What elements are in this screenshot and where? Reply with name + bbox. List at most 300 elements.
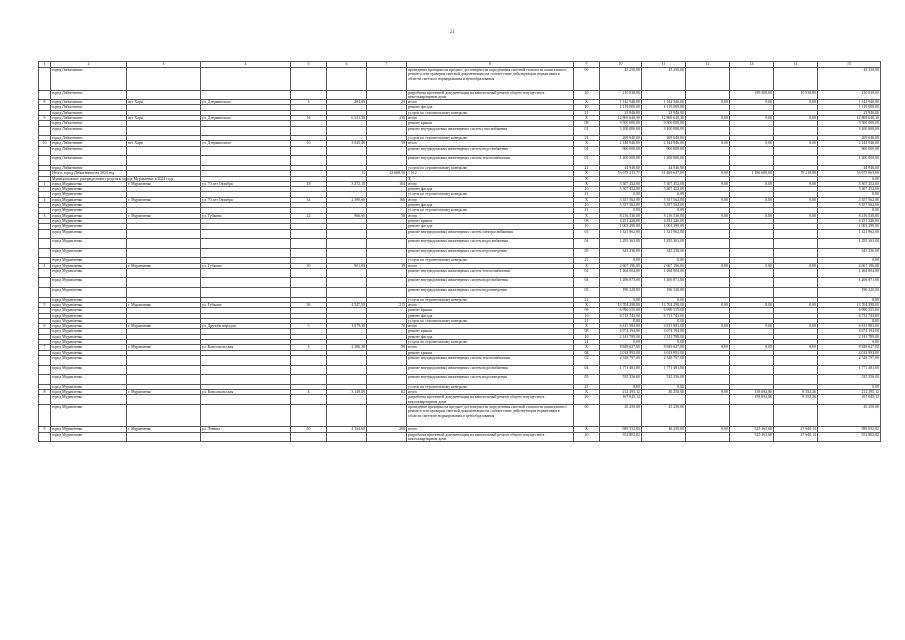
table-cell: 345 236,00 xyxy=(600,248,642,258)
table-cell: 1 003 299,00 xyxy=(642,224,686,229)
work-type-cell: итого xyxy=(407,390,574,395)
table-cell xyxy=(730,68,774,91)
table-cell: ул. Дзержинского xyxy=(201,141,291,146)
table-cell: 1 295 363,00 xyxy=(642,239,686,249)
work-type-cell: услуги по строительному контролю xyxy=(407,297,574,302)
table-cell: X xyxy=(574,324,600,329)
table-cell xyxy=(327,90,367,100)
municipality-cell: город Лабытнанги xyxy=(51,68,127,91)
table-cell: X xyxy=(574,197,600,202)
work-type-cell: услуги по строительному контролю xyxy=(407,318,574,323)
table-cell xyxy=(127,90,201,100)
table-cell xyxy=(686,278,730,288)
municipality-cell: город Муравленко xyxy=(51,208,127,213)
municipality-cell: город Муравленко xyxy=(51,404,127,427)
work-type-cell: ремонт крыши xyxy=(407,329,574,334)
table-cell xyxy=(730,229,774,239)
table-row xyxy=(39,395,881,405)
work-type-cell: ремонт крыши xyxy=(407,308,574,313)
table-cell: 0,00 xyxy=(730,100,774,105)
table-cell: 59 xyxy=(367,141,407,146)
municipality-cell: город Муравленко xyxy=(51,197,127,202)
work-type-cell: услуги по строительному контролю xyxy=(407,340,574,345)
work-type-cell: ремонт внутридомовых инженерных систем газоснабжения xyxy=(407,126,574,136)
table-cell xyxy=(127,395,201,405)
table-cell: 1 771 481,00 xyxy=(818,365,881,375)
table-cell xyxy=(367,365,407,375)
table-cell: 589 552,82 xyxy=(600,427,642,432)
table-cell: 2 390,60 xyxy=(327,197,367,202)
column-number-cell: 10 xyxy=(600,62,642,68)
table-cell xyxy=(686,375,730,385)
table-cell: 0,00 xyxy=(774,181,818,186)
table-cell: 79 210,00 xyxy=(774,171,818,176)
table-cell: 2 xyxy=(39,197,51,202)
table-cell: 1 264 004,00 xyxy=(642,268,686,278)
municipality-cell: город Муравленко xyxy=(51,313,127,318)
table-cell xyxy=(730,239,774,249)
table-cell: 0,00 xyxy=(686,390,730,395)
table-cell: 0,00 xyxy=(642,340,686,345)
table-cell xyxy=(327,288,367,298)
table-cell: 1 200 000,00 xyxy=(818,156,881,166)
table-cell: 10 xyxy=(574,313,600,318)
table-cell xyxy=(730,404,774,427)
table-cell: 8 849 627,00 xyxy=(818,345,881,350)
column-number-cell: 11 xyxy=(642,62,686,68)
table-cell xyxy=(39,248,51,258)
table-cell: 4 164,60 xyxy=(327,427,367,432)
table-cell: 284,00 xyxy=(327,100,367,105)
work-type-cell: услуги по строительному контролю xyxy=(407,136,574,141)
table-row xyxy=(39,268,881,278)
table-cell xyxy=(327,229,367,239)
table-cell: 0,00 xyxy=(600,208,642,213)
table-cell xyxy=(201,395,291,405)
table-cell xyxy=(730,278,774,288)
table-cell: 269 640,00 xyxy=(642,136,686,141)
table-cell xyxy=(774,268,818,278)
table-row xyxy=(39,432,881,442)
work-type-cell: ремонт фасада xyxy=(407,187,574,192)
column-number-cell: 14 xyxy=(774,62,818,68)
table-cell xyxy=(774,156,818,166)
table-cell xyxy=(201,146,291,156)
table-cell xyxy=(127,278,201,288)
municipality-cell: город Муравленко xyxy=(51,395,127,405)
table-cell: 1 206 871,00 xyxy=(600,278,642,288)
work-type-cell: ремонт фасада xyxy=(407,105,574,110)
table-cell xyxy=(291,404,327,427)
table-cell xyxy=(127,365,201,375)
municipality-cell: город Лабытнанги xyxy=(51,100,127,105)
table-cell: 02 xyxy=(574,355,600,365)
table-cell: 44 946,00 xyxy=(642,165,686,170)
table-cell: 2 141 789,00 xyxy=(642,334,686,339)
table-cell: 3 100 000,00 xyxy=(818,126,881,136)
table-cell xyxy=(730,268,774,278)
table-cell xyxy=(686,355,730,365)
table-cell: 45 250,00 xyxy=(642,404,686,427)
table-cell: 0,00 xyxy=(818,192,881,197)
work-type-cell: итого xyxy=(407,302,574,307)
table-cell xyxy=(642,395,686,405)
table-cell: 6 815 983,00 xyxy=(642,324,686,329)
municipality-cell: город Муравленко xyxy=(51,340,127,345)
table-cell xyxy=(39,278,51,288)
table-cell: 19 xyxy=(367,263,407,268)
table-cell xyxy=(39,146,51,156)
municipality-cell: Итого: город Лабытнанги на 2024 год xyxy=(51,171,127,176)
table-cell: 5 307 452,00 xyxy=(642,187,686,192)
table-cell xyxy=(367,146,407,156)
municipality-cell: город Лабытнанги xyxy=(51,110,127,115)
table-cell: X xyxy=(574,141,600,146)
table-cell xyxy=(201,268,291,278)
table-cell: 5 307 452,00 xyxy=(642,181,686,186)
table-cell: 552 802,82 xyxy=(818,432,881,442)
table-row xyxy=(39,355,881,365)
table-cell: 1 142 946,00 xyxy=(642,100,686,105)
table-cell xyxy=(291,146,327,156)
table-cell xyxy=(774,126,818,136)
table-cell: 2 528 797,00 xyxy=(600,355,642,365)
table-cell: 6 521,30 xyxy=(327,115,367,120)
table-cell: 525 162,68 xyxy=(730,432,774,442)
table-cell: X xyxy=(574,213,600,218)
table-cell: 196 320,00 xyxy=(642,288,686,298)
table-cell: 03 xyxy=(574,229,600,239)
table-cell xyxy=(367,126,407,136)
table-cell: 45 250,00 xyxy=(642,68,686,91)
table-cell xyxy=(774,355,818,365)
table-cell: 18 xyxy=(291,181,327,186)
municipality-cell: город Муравленко xyxy=(51,263,127,268)
table-cell: 0,00 xyxy=(774,100,818,105)
table-cell: 0,00 xyxy=(600,192,642,197)
table-cell: 9 500 000,00 xyxy=(642,121,686,126)
table-cell: ул. 70 лет Октября xyxy=(201,181,291,186)
table-cell: 0,00 xyxy=(686,302,730,307)
table-cell xyxy=(327,68,367,91)
table-cell: 10 xyxy=(574,203,600,208)
municipality-cell: город Муравленко xyxy=(51,203,127,208)
table-cell xyxy=(686,248,730,258)
table-cell: 2 528 797,00 xyxy=(642,355,686,365)
work-type-cell: итого xyxy=(407,115,574,120)
table-cell xyxy=(39,432,51,442)
municipality-cell: город Муравленко xyxy=(51,302,127,307)
municipality-cell: город Лабытнанги xyxy=(51,141,127,146)
table-cell: 21 xyxy=(574,258,600,263)
table-cell: 0,00 xyxy=(686,197,730,202)
table-cell xyxy=(774,239,818,249)
table-cell xyxy=(730,248,774,258)
table-cell xyxy=(686,68,730,91)
work-type-cell: ремонт внутридомовых инженерных систем водоотведения xyxy=(407,248,574,258)
table-cell: 900 000,00 xyxy=(600,146,642,156)
work-type-cell: итого xyxy=(407,181,574,186)
column-number-cell: 3 xyxy=(127,62,201,68)
table-cell: 2 667 196,00 xyxy=(642,263,686,268)
column-number-cell: 1 xyxy=(39,62,51,68)
table-cell: 01 xyxy=(574,126,600,136)
municipality-cell: город Муравленко xyxy=(51,432,127,442)
table-row xyxy=(39,126,881,136)
table-cell: 4 xyxy=(39,263,51,268)
table-cell: 1 321 962,00 xyxy=(600,229,642,239)
table-cell xyxy=(686,126,730,136)
table-cell xyxy=(127,355,201,365)
column-number-cell: 4 xyxy=(201,62,291,68)
table-cell xyxy=(327,432,367,442)
table-cell: 0,00 xyxy=(730,115,774,120)
municipality-cell: город Муравленко xyxy=(51,324,127,329)
table-cell xyxy=(291,239,327,249)
work-type-cell: 1 612 xyxy=(407,171,574,176)
table-cell xyxy=(291,355,327,365)
column-number-cell: 5 xyxy=(291,62,327,68)
table-cell: г. Муравленко xyxy=(127,181,201,186)
table-cell: 1 264 004,00 xyxy=(600,268,642,278)
column-number-cell: 6 xyxy=(327,62,367,68)
table-cell: 167 045,12 xyxy=(600,395,642,405)
table-cell: 20 xyxy=(367,100,407,105)
table-cell: 5 357 562,00 xyxy=(642,203,686,208)
table-cell: 6 713 743,00 xyxy=(818,313,881,318)
table-cell: 1 142 946,00 xyxy=(600,100,642,105)
table-cell: 13 704 298,00 xyxy=(600,302,642,307)
table-cell: 3 100 000,00 xyxy=(600,126,642,136)
table-cell: 44 946,00 xyxy=(600,165,642,170)
table-cell: 0,00 xyxy=(774,324,818,329)
table-cell: 212 295,12 xyxy=(818,390,881,395)
column-number-cell: 13 xyxy=(730,62,774,68)
municipality-cell: город Муравленко xyxy=(51,345,127,350)
table-cell: 10 xyxy=(291,141,327,146)
table-cell: 0,00 xyxy=(600,384,642,389)
table-cell: 70 xyxy=(367,324,407,329)
table-cell: 5 xyxy=(291,324,327,329)
municipality-cell: город Муравленко xyxy=(51,318,127,323)
table-cell: 9 xyxy=(39,115,51,120)
table-cell: 27 640,14 xyxy=(774,427,818,432)
municipality-cell: город Лабытнанги xyxy=(51,136,127,141)
table-cell: 0,00 xyxy=(642,297,686,302)
table-cell: 0,00 xyxy=(818,176,881,181)
table-cell xyxy=(367,229,407,239)
table-cell: 34 xyxy=(291,197,327,202)
work-type-cell: услуги по строительному контролю xyxy=(407,110,574,115)
table-cell: 6 815 983,00 xyxy=(818,324,881,329)
table-cell: пгт Харп xyxy=(127,141,201,146)
table-cell: г. Муравленко xyxy=(127,324,201,329)
municipality-cell: город Муравленко xyxy=(51,365,127,375)
table-cell xyxy=(774,229,818,239)
work-type-cell: ремонт внутридомовых инженерных систем теплоснабжения xyxy=(407,268,574,278)
table-cell: 21 xyxy=(574,192,600,197)
table-cell xyxy=(367,432,407,442)
table-cell: 1 206 871,00 xyxy=(642,278,686,288)
table-cell: 0,00 xyxy=(642,208,686,213)
table-cell xyxy=(642,90,686,100)
table-cell xyxy=(39,156,51,166)
municipality-cell: город Муравленко xyxy=(51,390,127,395)
table-cell: 5 xyxy=(39,302,51,307)
table-cell: X xyxy=(574,263,600,268)
table-cell: 20 xyxy=(574,90,600,100)
table-cell: 4 251 226,00 xyxy=(642,218,686,223)
table-cell: 45 250,00 xyxy=(818,404,881,427)
table-cell: 36 xyxy=(291,302,327,307)
table-cell: 208 xyxy=(367,427,407,432)
table-cell xyxy=(327,146,367,156)
table-cell xyxy=(686,395,730,405)
column-number-cell: 12 xyxy=(686,62,730,68)
table-cell: 1 186 600,00 xyxy=(730,171,774,176)
table-cell xyxy=(327,126,367,136)
table-cell xyxy=(127,239,201,249)
table-cell: 4 251 226,00 xyxy=(818,218,881,223)
table-cell xyxy=(127,229,201,239)
table-cell: ул. Губкина xyxy=(201,302,291,307)
table-cell: 46 250,00 xyxy=(642,427,686,432)
table-cell: ул. Ленина xyxy=(201,427,291,432)
table-cell: 23 946,00 xyxy=(642,110,686,115)
municipality-cell: город Лабытнанги xyxy=(51,121,127,126)
table-cell: 2 141 789,00 xyxy=(818,334,881,339)
table-cell xyxy=(327,248,367,258)
table-cell: 8 849 627,00 xyxy=(642,345,686,350)
table-cell: 0,00 xyxy=(730,324,774,329)
table-cell: 535 356,00 xyxy=(600,375,642,385)
table-cell: X xyxy=(574,100,600,105)
table-cell: 04 xyxy=(574,239,600,249)
table-cell: 6 990 555,00 xyxy=(642,308,686,313)
work-type-cell: итого xyxy=(407,141,574,146)
work-type-cell: разработка проектной документации на капитальный ремонт общего имущества в многоквартирном доме xyxy=(407,90,574,100)
table-cell: 21 xyxy=(574,110,600,115)
table-cell: X xyxy=(574,176,600,181)
table-cell: X xyxy=(574,390,600,395)
table-cell xyxy=(642,432,686,442)
table-cell: 6 990 555,00 xyxy=(818,308,881,313)
work-type-cell: итого xyxy=(407,100,574,105)
table-cell: ул. Губкина xyxy=(201,263,291,268)
work-type-cell: ремонт внутридомовых инженерных систем водоотведения xyxy=(407,375,574,385)
table-cell xyxy=(201,68,291,91)
work-type-cell: услуги по строительному контролю xyxy=(407,384,574,389)
table-cell: 21 xyxy=(574,297,600,302)
table-cell: 189 500,00 xyxy=(730,90,774,100)
municipality-cell: город Муравленко xyxy=(51,187,127,192)
municipality-cell: Муниципальное распределение средств в городе Муравленко в 2024 году xyxy=(52,176,174,181)
table-cell: 158 692,86 xyxy=(730,390,774,395)
table-cell: 0,00 xyxy=(642,318,686,323)
table-cell: 196 320,00 xyxy=(818,288,881,298)
table-cell: 0,00 xyxy=(730,302,774,307)
page-number: 21 xyxy=(450,30,455,35)
table-cell: 02 xyxy=(574,156,600,166)
table-cell: пгт Харп xyxy=(127,100,201,105)
table-cell xyxy=(774,288,818,298)
column-number-cell: 8 xyxy=(407,62,574,68)
table-cell xyxy=(201,288,291,298)
table-cell: 6 815 983,00 xyxy=(600,324,642,329)
table-cell: 0,00 xyxy=(686,181,730,186)
work-type-cell: ремонт крыши xyxy=(407,218,574,223)
table-cell: 2 667 196,00 xyxy=(600,263,642,268)
table-cell: 8 352,26 xyxy=(774,395,818,405)
table-cell: 1 295 363,00 xyxy=(818,239,881,249)
table-row xyxy=(39,239,881,249)
table-cell: 27 640,14 xyxy=(774,432,818,442)
table-cell: 4 xyxy=(291,390,327,395)
table-cell xyxy=(39,68,51,91)
table-cell: 10 xyxy=(39,141,51,146)
table-cell: 1 119 000,00 xyxy=(600,105,642,110)
column-number-cell: 15 xyxy=(818,62,881,68)
table-cell: 4 013 993,00 xyxy=(600,350,642,355)
table-cell: г. Муравленко xyxy=(127,427,201,432)
table-cell xyxy=(39,355,51,365)
column-number-cell: 7 xyxy=(367,62,407,68)
table-cell xyxy=(127,432,201,442)
table-cell: 9 xyxy=(39,427,51,432)
table-cell: 45 250,00 xyxy=(818,68,881,91)
table-cell: 1 295 363,00 xyxy=(600,239,642,249)
table-cell: 2 144 946,00 xyxy=(818,141,881,146)
table-cell: 0,00 xyxy=(774,141,818,146)
table-cell xyxy=(686,432,730,442)
table-cell: 345 236,00 xyxy=(642,248,686,258)
municipality-cell: город Муравленко xyxy=(51,427,127,432)
table-cell: 12 869 640,30 xyxy=(818,115,881,120)
table-cell: г. Муравленко xyxy=(127,263,201,268)
table-cell: 1 003 299,00 xyxy=(600,224,642,229)
table-cell: 45 250,00 xyxy=(600,68,642,91)
table-cell: 8 216 530,00 xyxy=(642,213,686,218)
work-type-cell: итого xyxy=(407,427,574,432)
table-cell: 0,00 xyxy=(774,115,818,120)
table-cell: 3 149,80 xyxy=(327,390,367,395)
table-row xyxy=(39,156,881,166)
table-cell: 0,00 xyxy=(774,197,818,202)
table-cell xyxy=(201,248,291,258)
table-cell: 56 xyxy=(367,345,407,350)
table-cell: 62 xyxy=(367,390,407,395)
table-cell: 2 144 946,00 xyxy=(600,141,642,146)
table-cell: 1 321 962,00 xyxy=(642,229,686,239)
table-cell xyxy=(686,90,730,100)
table-cell xyxy=(686,268,730,278)
table-cell xyxy=(367,375,407,385)
table-cell: г. Муравленко xyxy=(127,197,201,202)
municipality-cell: город Муравленко xyxy=(51,213,127,218)
table-cell: пгт Харп xyxy=(127,115,201,120)
table-cell: X xyxy=(574,115,600,120)
table-cell: 0,00 xyxy=(730,197,774,202)
table-cell: 0,00 xyxy=(730,263,774,268)
table-cell: ул. Дзержинского xyxy=(201,115,291,120)
work-type-cell: услуги по строительному контролю xyxy=(407,258,574,263)
table-cell xyxy=(327,239,367,249)
table-cell xyxy=(39,126,51,136)
table-cell xyxy=(291,229,327,239)
table-cell: 9 500 000,00 xyxy=(818,121,881,126)
table-cell: 58 xyxy=(367,213,407,218)
table-row xyxy=(39,288,881,298)
